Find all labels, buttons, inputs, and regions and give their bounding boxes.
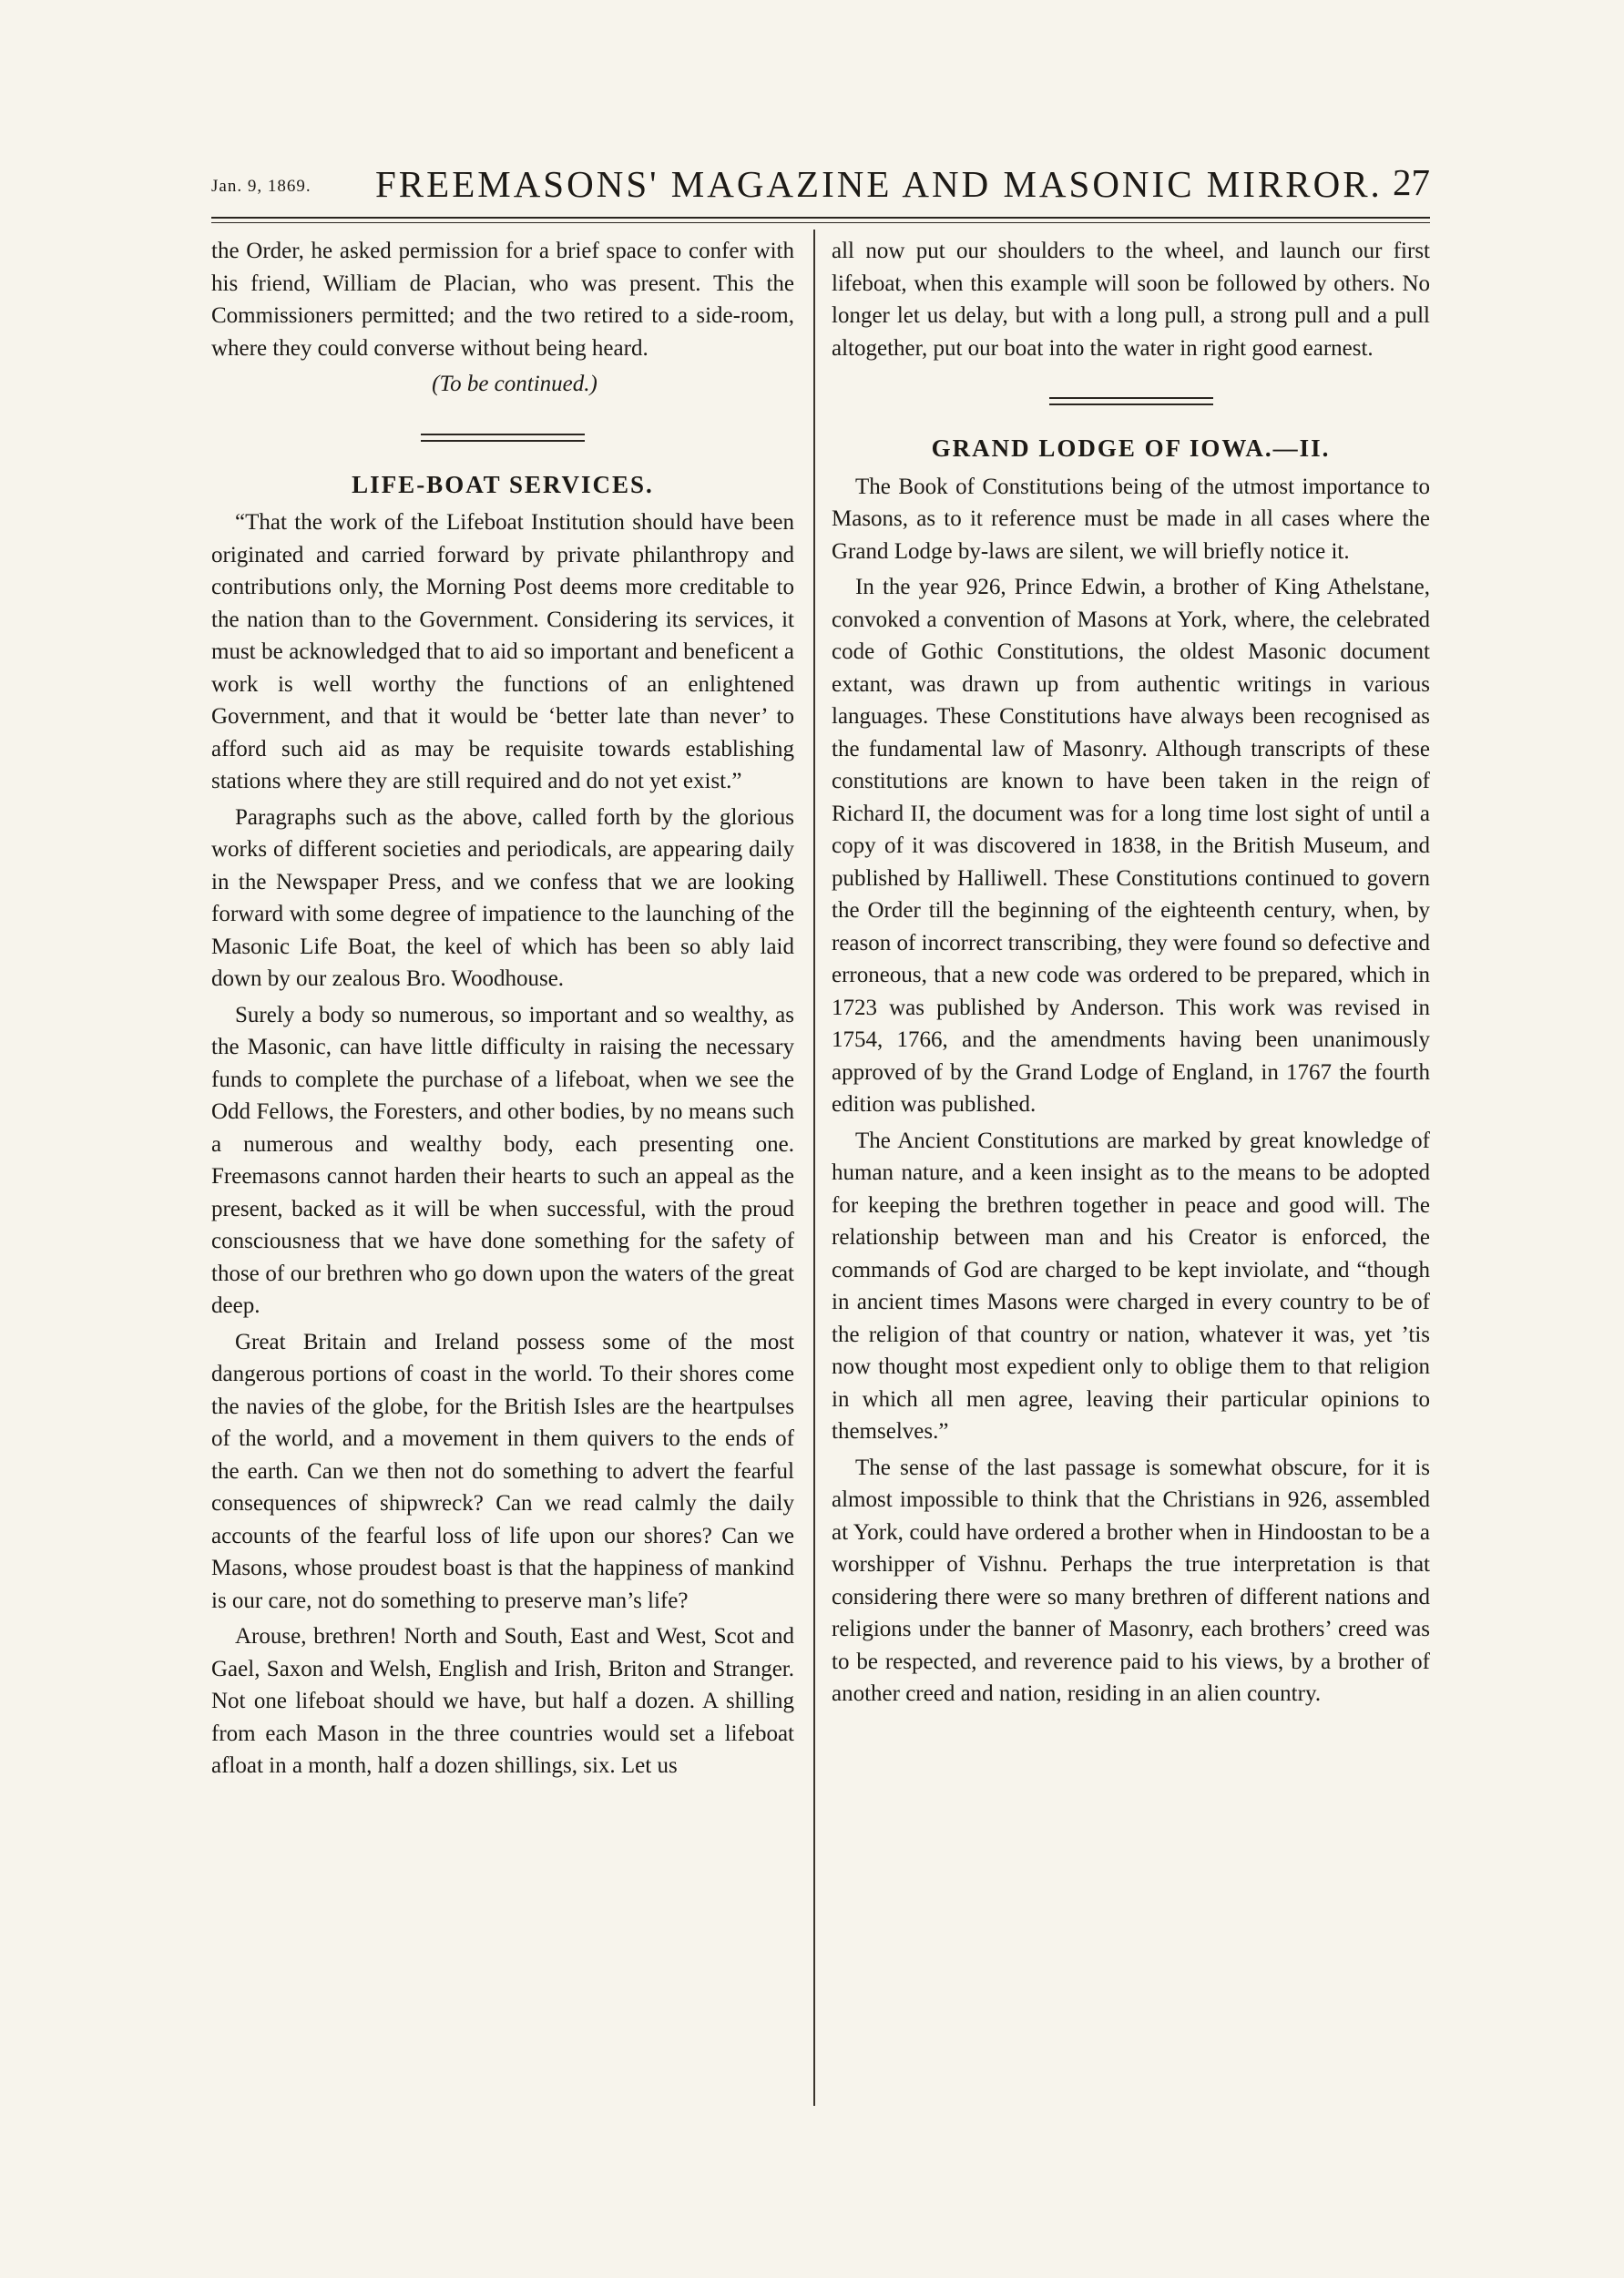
article-paragraph: Great Britain and Ireland possess some of the most dangerous portions of coast in the world. To their shores come the navies of the globe, for the British Isles are the heartpulses of the world, and a movement in them quivers to the ends of the earth. Can we then not do something to advert the fearful consequences of shipwreck? Can we read calmly the daily accounts of the fearful loss of life upon our shores? Can we Masons, whose proudest boast is that the happiness of mankind is our care, not do something to preserve man’s life? [211,1329,794,1613]
article-paragraph: “That the work of the Lifeboat Institution should have been originated and carried forward by private philanthropy and contributions only, the Morning Post deems more creditable to the nation than to the Government. Considering its services, it must be acknowledged that to aid so important and beneficent a work is well worthy the functions of an enlightened Government, and that it would be ‘better late than never’ to afford such aid as may be requisite towards establishing stations where they are still required and do not yet exist.” [211,510,794,793]
article-paragraph: The sense of the last passage is somewhat obscure, for it is almost impossible to think that the Christians in 926, assembled at York, could have ordered a brother when in Hindoostan to be a worshipper of Vishnu. Perhaps the true interpretation is that considering there were so many brethren of different nations and religions under the banner of Masonry, each brothers’ creed was to be respected, and reverence paid to his views, by a brother of another creed and nation, residing in an alien country. [832,1455,1430,1706]
section-separator [1049,397,1213,405]
header-rule-thin [211,222,1430,223]
magazine-title: FREEMASONS' MAGAZINE AND MASONIC MIRROR. [375,163,1383,205]
article-title-iowa: GRAND LODGE OF IOWA.—II. [931,434,1331,462]
page-number: 27 [1393,161,1430,203]
section-separator [421,434,585,442]
to-be-continued-note: (To be continued.) [432,372,598,396]
header-rule [211,217,1430,219]
right-column [832,235,1430,1714]
article-paragraph: Paragraphs such as the above, called forth by the glorious works of different societies and periodicals, are appearing daily in the Newspaper Press, and we confess that we are looking forward with some degree of impatience to the launching of the Masonic Life Boat, the keel of which has been so ably laid down by our zealous Bro. Woodhouse. [211,804,794,991]
article-title-lifeboat: LIFE-BOAT SERVICES. [352,470,654,498]
article-paragraph: In the year 926, Prince Edwin, a brother of King Athelstane, convoked a convention of Masons at York, where, the celebrated code of Gothic Constitutions, the oldest Masonic document extant, was drawn up from authentic writings in various languages. These Constitutions have always been recognised as the fundamental law of Masonry. Although transcripts of these constitutions are known to have been taken in the reign of Richard II, the document was for a long time lost sight of until a copy of it was discovered in 1838, in the British Museum, and published by Halliwell. These Constitutions continued to govern the Order till the beginning of the eighteenth century, when, by reason of incorrect transcribing, they were found so defective and erroneous, that a new code was ordered to be prepared, which in 1723 was published by Anderson. This work was revised in 1754, 1766, and the amendments having been unanimously approved of by the Grand Lodge of England, in 1767 the fourth edition was published. [832,575,1430,1117]
column-divider [813,230,815,2106]
continued-paragraph: the Order, he asked permission for a brief space to confer with his friend, William de Placian, who was present. This the Commissioners permitted; and the two retired to a side-room, where they could converse without being heard. [211,239,794,361]
issue-date: Jan. 9, 1869. [211,177,312,196]
running-header [211,160,1430,204]
article-paragraph: Arouse, brethren! North and South, East and West, Scot and Gael, Saxon and Welsh, English and Irish, Briton and Stranger. Not one lifeboat should we have, but half a dozen. A shilling from each Mason in the three countries would set a lifeboat afloat in a month, half a dozen shillings, six. Let us [211,1624,794,1778]
continued-paragraph: all now put our shoulders to the wheel, and launch our first lifeboat, when this example will soon be followed by others. No longer let us delay, but with a long pull, a strong pull and a pull altogether, put our boat into the water in right good earnest. [832,239,1430,361]
article-paragraph: The Book of Constitutions being of the utmost importance to Masons, as to it reference must be made in all cases where the Grand Lodge by-laws are silent, we will briefly notice it. [832,474,1430,564]
left-column [211,235,794,1786]
article-paragraph: The Ancient Constitutions are marked by great knowledge of human nature, and a keen insight as to the means to be adopted for keeping the brethren together in peace and good will. The relationship between man and his Creator is enforced, the commands of God are charged to be kept inviolate, and “though in ancient times Masons were charged in every country to be of the religion of that country or nation, whatever it was, yet ’tis now thought most expedient only to oblige them to that religion in which all men agree, leaving their particular opinions to themselves.” [832,1128,1430,1444]
article-paragraph: Surely a body so numerous, so important and so wealthy, as the Masonic, can have little difficulty in raising the necessary funds to complete the purchase of a lifeboat, when we see the Odd Fellows, the Foresters, and other bodies, by no means such a numerous and wealthy body, each presenting one. Freemasons cannot harden their hearts to such an appeal as the present, backed as it will be when successful, with the proud consciousness that we have done something for the safety of those of our brethren who go down upon the waters of the great deep. [211,1002,794,1318]
